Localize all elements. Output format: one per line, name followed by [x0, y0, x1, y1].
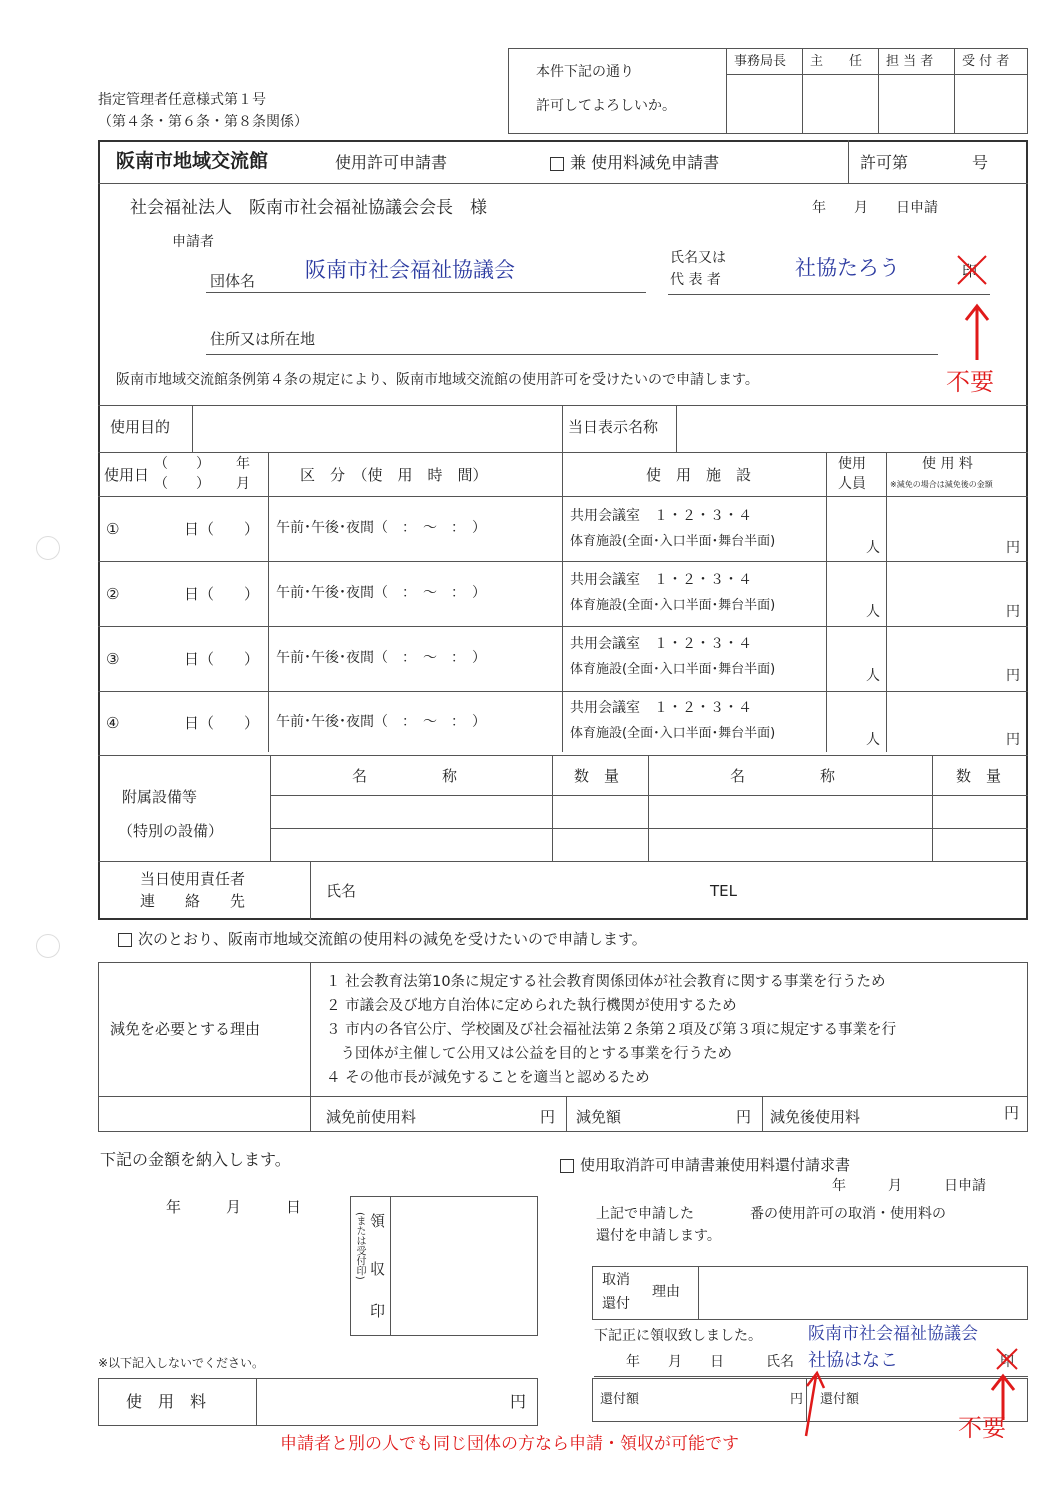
approval-col-receiver: 受 付 者	[962, 54, 1010, 69]
equipment-label: 附属設備等	[122, 788, 198, 806]
strike-mark	[954, 252, 990, 288]
org-value: 阪南市社会福祉協議会	[305, 258, 515, 282]
reduction-checkbox[interactable]	[118, 933, 132, 947]
approval-col-chief: 主 任	[810, 54, 863, 69]
reduction-amount-label: 減免額	[576, 1108, 622, 1126]
equipment-col-qty: 数 量	[956, 767, 1002, 785]
col-persons: 使用	[838, 456, 866, 472]
seal-label: 印	[1000, 1354, 1014, 1370]
equipment-col-name: 名 称	[730, 767, 836, 785]
receipt-org: 阪南市社会福祉協議会	[808, 1324, 978, 1344]
cancel-checkbox[interactable]	[560, 1159, 574, 1173]
application-name: 使用許可申請書	[335, 153, 448, 172]
yen-label: 円	[736, 1108, 752, 1126]
cancel-reason-label: 理由	[652, 1284, 680, 1300]
contact-label: 当日使用責任者	[140, 870, 246, 888]
cancel-title-row: 使用取消許可申請書兼使用料還付請求書	[560, 1156, 850, 1174]
refund-label: 還付額	[600, 1392, 640, 1407]
rep-label: 代 表 者	[670, 272, 721, 288]
address-label: 住所又は所在地	[210, 330, 316, 348]
rep-value: 社協たろう	[795, 256, 900, 280]
col-month: 月	[236, 476, 250, 492]
footer-note: 申請者と別の人でも同じ団体の方なら申請・領収が可能です	[280, 1434, 739, 1454]
application-date: 年 月 日申請	[812, 200, 938, 216]
receipt-name: 社協はなこ	[808, 1350, 898, 1371]
col-fee-note: ※減免の場合は減免後の金額	[890, 480, 993, 489]
cancel-reason-label: 還付	[602, 1296, 630, 1312]
col-fee: 使 用 料	[922, 456, 973, 472]
payment-date: 年 月 日	[166, 1198, 302, 1216]
purpose-label: 使用目的	[110, 418, 171, 436]
receipt-date: 年 月 日	[626, 1354, 724, 1370]
receipt-name-label: 氏名	[766, 1354, 794, 1370]
seal-label: 印	[962, 262, 978, 280]
addressee: 社会福祉法人 阪南市社会福祉協議会会長 様	[130, 198, 487, 218]
stamp-label: 領	[370, 1212, 386, 1230]
approval-col-director: 事務局長	[734, 54, 787, 69]
yen-label: 円	[790, 1392, 804, 1407]
fee-before-label: 減免前使用料	[326, 1108, 417, 1126]
col-year: 年	[236, 456, 250, 472]
cancel-text: 上記で申請した 番の使用許可の取消・使用料の	[596, 1206, 946, 1222]
equipment-col-name: 名 称	[352, 767, 458, 785]
approval-text: 許可してよろしいか。	[536, 98, 676, 114]
stamp-label: 印	[370, 1302, 386, 1320]
org-label: 団体名	[210, 272, 256, 290]
contact-label: 連 絡 先	[140, 892, 246, 910]
col-facility: 使 用 施 設	[646, 466, 752, 484]
cancel-text: 還付を申請します。	[596, 1228, 721, 1244]
contact-tel-label: TEL	[710, 882, 737, 900]
fee-label: 使 用 料	[126, 1392, 207, 1411]
col-date-paren: （ ）	[154, 456, 210, 472]
col-date: 使用日	[104, 466, 150, 484]
equipment-label: （特別の設備）	[118, 822, 224, 840]
reduction-reason-label: 減免を必要とする理由	[110, 1020, 261, 1038]
reduction-reason: ４ その他市長が減免することを適当と認めるため	[326, 1070, 650, 1086]
payment-text: 下記の金額を納入します。	[100, 1150, 291, 1169]
facility-title: 阪南市地域交流館	[116, 150, 269, 172]
payment-note: ※以下記入しないでください。	[98, 1356, 265, 1370]
cancel-date: 年 月 日申請	[832, 1178, 986, 1194]
annotation-unnecessary: 不要	[946, 368, 994, 396]
reduction-reason: １ 社会教育法第10条に規定する社会教育関係団体が社会教育に関する事業を行うため	[326, 974, 886, 990]
col-date-paren: （ ）	[154, 476, 210, 492]
reduction-reason: ３ 市内の各官公庁、学校園及び社会福祉法第２条第２項及び第３項に規定する事業を行	[326, 1022, 897, 1038]
cancel-reason-label: 取消	[602, 1272, 630, 1288]
form-reference: （第４条・第６条・第８条関係）	[98, 114, 308, 130]
yen-label: 円	[1004, 1104, 1020, 1122]
annotation-unnecessary: 不要	[958, 1414, 1006, 1442]
refund-no-label: 還付額	[820, 1392, 860, 1407]
receipt-text: 下記正に領収致しました。	[594, 1328, 762, 1344]
combined-application: 兼 使用料減免申請書	[550, 153, 719, 172]
rep-label: 氏名又は	[670, 250, 726, 266]
reduction-checkbox-row: 次のとおり、阪南市地域交流館の使用料の減免を受けたいので申請します。	[118, 930, 647, 948]
stamp-label: 収	[370, 1260, 386, 1278]
stamp-sublabel: (または受付印)	[354, 1212, 365, 1280]
arrow-up-icon	[962, 302, 992, 362]
combined-checkbox[interactable]	[550, 157, 564, 171]
approval-text: 本件下記の通り	[536, 64, 634, 80]
fee-after-label: 減免後使用料	[770, 1108, 861, 1126]
yen-label: 円	[510, 1392, 527, 1411]
reduction-reason: う団体が主催して公用又は公益を目的とする事業を行うため	[326, 1046, 732, 1062]
display-name-label: 当日表示名称	[568, 418, 659, 436]
arrow-up-icon	[796, 1368, 826, 1438]
form-number: 指定管理者任意様式第１号	[98, 92, 266, 108]
applicant-label: 申請者	[172, 234, 214, 250]
contact-name-label: 氏名	[326, 882, 357, 900]
strike-mark	[994, 1346, 1020, 1372]
equipment-col-qty: 数 量	[574, 767, 620, 785]
permit-number: 許可第 号	[860, 153, 989, 172]
yen-label: 円	[540, 1108, 556, 1126]
approval-col-staff: 担 当 者	[886, 54, 934, 69]
declaration: 阪南市地域交流館条例第４条の規定により、阪南市地域交流館の使用許可を受けたいので申請します。	[116, 372, 759, 388]
punch-hole	[36, 934, 60, 958]
punch-hole	[36, 536, 60, 560]
col-division: 区 分 （使 用 時 間）	[300, 466, 488, 484]
reduction-reason: ２ 市議会及び地方自治体に定められた執行機関が使用するため	[326, 998, 737, 1014]
col-persons: 人員	[838, 476, 866, 492]
